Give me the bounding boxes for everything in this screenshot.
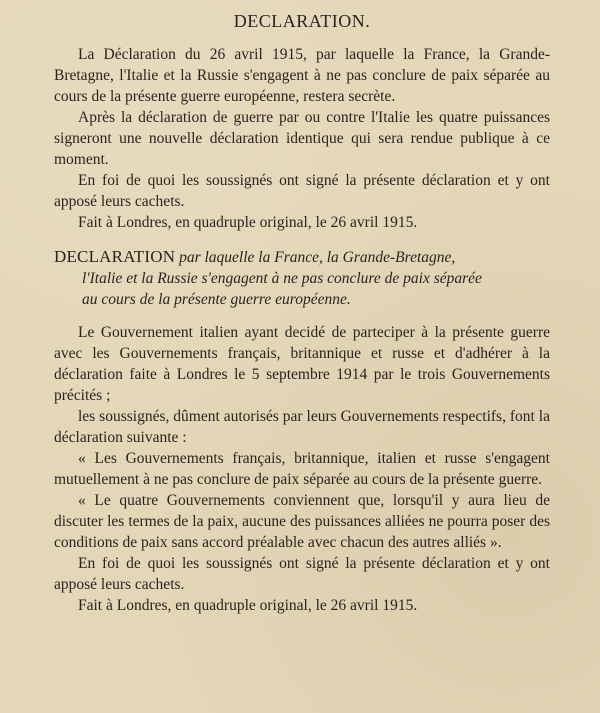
paragraph: La Déclaration du 26 avril 1915, par laquelle la France, la Grande-Bretagne, l'Italie et la Russie s'engagent à ne pas conclure de paix séparée au cours de la présente guerre européenne, restera secrète.: [54, 46, 550, 105]
second-declaration-heading: [54, 246, 550, 310]
declaration-subtitle-line-1: par laquelle la France, la Grande-Bretagne,: [179, 249, 456, 266]
declaration-label: DECLARATION: [54, 247, 176, 266]
declaration-subtitle-line-3: au cours de la présente guerre européenne.: [82, 291, 351, 308]
signature-line: Fait à Londres, en quadruple original, le 26 avril 1915.: [78, 214, 418, 231]
first-declaration: [54, 44, 550, 233]
paragraph: Après la déclaration de guerre par ou contre l'Italie les quatre puissances signeront une nouvelle déclaration identique qui sera rendue publique à ce moment.: [54, 109, 550, 168]
paragraph: En foi de quoi les soussignés ont signé la présente déclaration et y ont apposé leurs cachets.: [54, 555, 550, 593]
paragraph: les soussignés, dûment autorisés par leurs Gouvernements respectifs, font la déclaration suivante :: [54, 408, 550, 446]
second-declaration: [54, 246, 550, 616]
paragraph: En foi de quoi les soussignés ont signé la présente déclaration et y ont apposé leurs cachets.: [54, 172, 550, 210]
paragraph: Le Gouvernement italien ayant decidé de parteciper à la présente guerre avec les Gouvernements français, britannique et russe et d'adhérer à la déclaration faite à Londres le 5 septembre 1914 par le trois Gouvernements précités ;: [54, 324, 550, 404]
paragraph: « Le quatre Gouvernements conviennent que, lorsqu'il y aura lieu de discuter les termes de la paix, aucune des puissances alliées ne pourra poser des conditions de paix sans accord préalable avec chacun des autres alliés ».: [54, 492, 550, 551]
declaration-subtitle-line-2: l'Italie et la Russie s'engagent à ne pas conclure de paix séparée: [82, 270, 482, 287]
signature-line: Fait à Londres, en quadruple original, le 26 avril 1915.: [78, 597, 418, 614]
paragraph: « Les Gouvernements français, britannique, italien et russe s'engagent mutuellement à ne pas conclure de paix séparée au cours de la présente guerre.: [54, 450, 550, 488]
document-title: DECLARATION.: [233, 11, 371, 31]
